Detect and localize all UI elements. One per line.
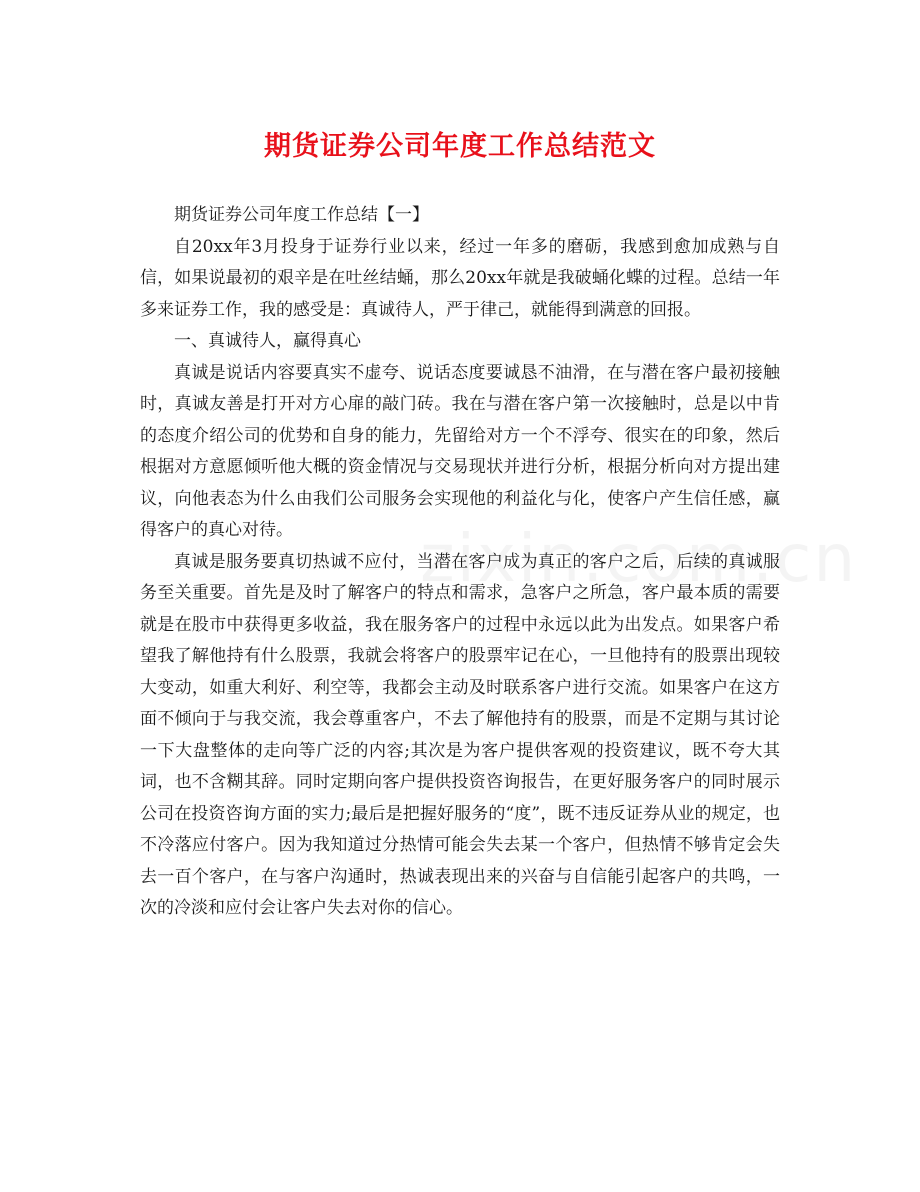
document-body bbox=[140, 200, 780, 925]
paragraph: 自20xx年3月投身于证券行业以来，经过一年多的磨砺，我感到愈加成熟与自信，如果说最初的艰辛是在吐丝结蛹，那么20xx年就是我破蛹化蝶的过程。总结一年多来证券工作，我的感受是：真诚待人，严于律己，就能得到满意的回报。 bbox=[140, 236, 780, 320]
section-heading: 期货证券公司年度工作总结【一】 bbox=[174, 205, 429, 225]
document-title: 期货证券公司年度工作总结范文 bbox=[264, 131, 656, 162]
paragraph: 真诚是说话内容要真实不虚夸、说话态度要诚恳不油滑，在与潜在客户最初接触时，真诚友善是打开对方心扉的敲门砖。我在与潜在客户第一次接触时，总是以中肯的态度介绍公司的优势和自身的能力，先留给对方一个不浮夸、很实在的印象，然后根据对方意愿倾听他大概的资金情况与交易现状并进行分析，根据分析向对方提出建议，向他表态为什么由我们公司服务会实现他的利益化与化，使客户产生信任感，赢得客户的真心对待。 bbox=[140, 362, 780, 540]
subsection-heading: 一、真诚待人，赢得真心 bbox=[174, 331, 361, 351]
paragraph: 真诚是服务要真切热诚不应付，当潜在客户成为真正的客户之后，后续的真诚服务至关重要。首先是及时了解客户的特点和需求，急客户之所急，客户最本质的需要就是在股市中获得更多收益，我在服务客户的过程中永远以此为出发点。如果客户希望我了解他持有什么股票，我就会将客户的股票牢记在心，一旦他持有的股票出现较大变动，如重大利好、利空等，我都会主动及时联系客户进行交流。如果客户在这方面不倾向于与我交流，我会尊重客户，不去了解他持有的股票，而是不定期与其讨论一下大盘整体的走向等广泛的内容;其次是为客户提供客观的投资建议，既不夸大其词，也不含糊其辞。同时定期向客户提供投资咨询报告，在更好服务客户的同时展示公司在投资咨询方面的实力;最后是把握好服务的“度”，既不违反证券从业的规定，也不冷落应付客户。因为我知道过分热情可能会失去某一个客户，但热情不够肯定会失去一百个客户，在与客户沟通时，热诚表现出来的兴奋与自信能引起客户的共鸣，一次的冷淡和应付会让客户失去对你的信心。 bbox=[140, 551, 780, 918]
